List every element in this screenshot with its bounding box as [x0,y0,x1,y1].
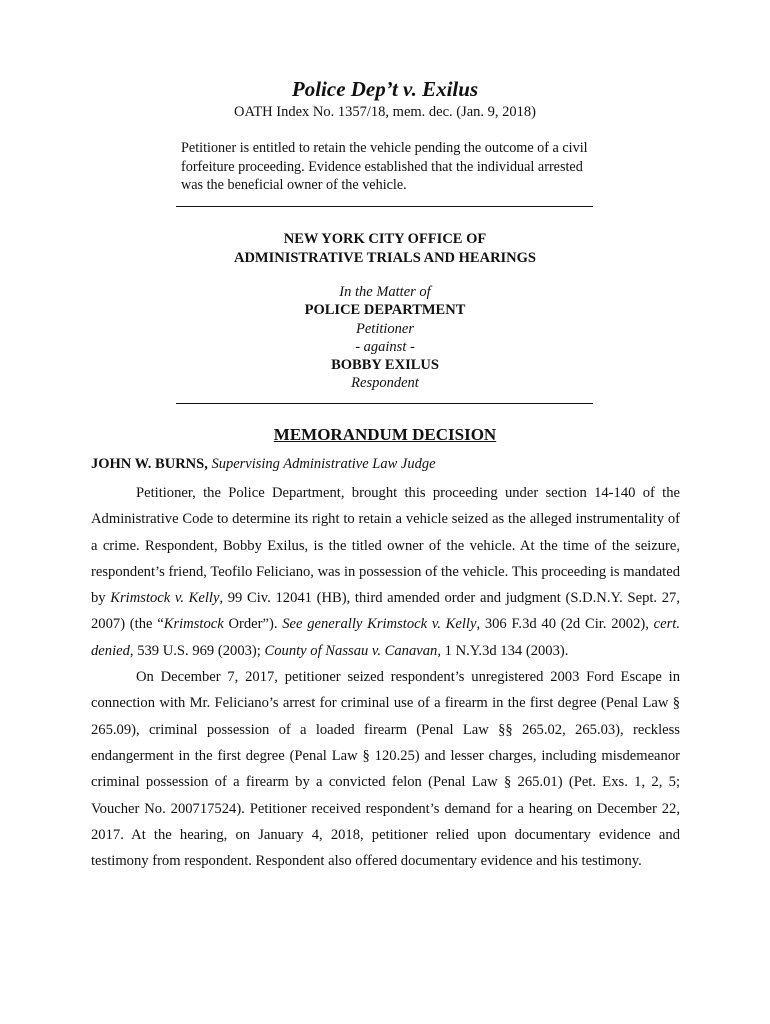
index-line: OATH Index No. 1357/18, mem. dec. (Jan. 9, 2018) [233,104,537,120]
case-caption [0,283,770,393]
para1-citation-3: See generally Krimstock v. Kelly [282,616,477,633]
paragraph-2: On December 7, 2017, petitioner seized respondent’s unregistered 2003 Ford Escape in connection with Mr. Feliciano’s arrest for criminal use of a firearm in the first degree (Penal Law § 265.09), criminal possession of a loaded firearm (Penal Law §§ 265.02, 265.03), reckless endangerment in the first degree (Penal Law § 120.25) and lesser charges, including misdemeanor criminal possession of a firearm by a convicted felon (Penal Law § 265.01) (Pet. Exs. 1, 2, 5; Voucher No. 200717524). Petitioner received respondent’s demand for a hearing on December 22, 2017. At the hearing, on January 4, 2018, petitioner relied upon documentary evidence and testimony from respondent. Respondent also offered documentary evidence and his testimony. [91,669,680,870]
respondent-name: BOBBY EXILUS [331,357,439,374]
petitioner-role: Petitioner [356,320,414,337]
para1-text-6: , 1 N.Y.3d 134 (2003). [437,642,569,659]
para1-text-3: Order”). [223,616,283,633]
petitioner-name: POLICE DEPARTMENT [304,302,466,319]
para1-citation-4: cert. denied [91,616,680,659]
in-the-matter-of: In the Matter of [339,284,431,300]
office-line-2: ADMINISTRATIVE TRIALS AND HEARINGS [233,249,536,266]
judge-line [91,456,691,473]
para1-citation-5: County of Nassau v. Canavan [264,642,438,659]
judge-title: Supervising Administrative Law Judge [211,456,436,472]
respondent-role: Respondent [351,375,419,392]
judge-name: JOHN W. BURNS, [91,456,208,472]
against-label: - against - [355,338,415,355]
para1-text-4: , 306 F.3d 40 (2d Cir. 2002), [476,616,654,633]
para1-text-5: , 539 U.S. 969 (2003); [129,642,265,659]
para1-citation-2: Krimstock [163,616,224,633]
divider-bottom [176,403,593,404]
case-title: Police Dep’t v. Exilus [291,77,479,101]
para1-citation-1: Krimstock v. Kelly [110,590,220,607]
memorandum-heading: MEMORANDUM DECISION [273,425,497,444]
paragraph-1 [91,480,680,664]
office-line-1: NEW YORK CITY OFFICE OF [283,231,487,247]
para1-text-1: Petitioner, the Police Department, brought this proceeding under section 14-140 of the Administrative Code to determine its right to retain a vehicle seized as the alleged instrumentality of a crime. Respondent, Bobby Exilus, is the titled owner of the vehicle. At the time of the seizure, respondent’s friend, Teofilo Feliciano, was in possession of the vehicle. This proceeding is mandated by [91,485,680,607]
divider-top [176,206,593,207]
decision-body [91,480,680,874]
case-summary: Petitioner is entitled to retain the vehicle pending the outcome of a civil forfeiture proceeding. Evidence established that the individual arrested was the beneficial owner of the vehicle. [181,140,588,193]
para1-text-2: , 99 Civ. 12041 (HB), third amended order and judgment (S.D.N.Y. Sept. 27, 2007) (the “ [91,590,680,633]
office-heading [0,230,770,267]
